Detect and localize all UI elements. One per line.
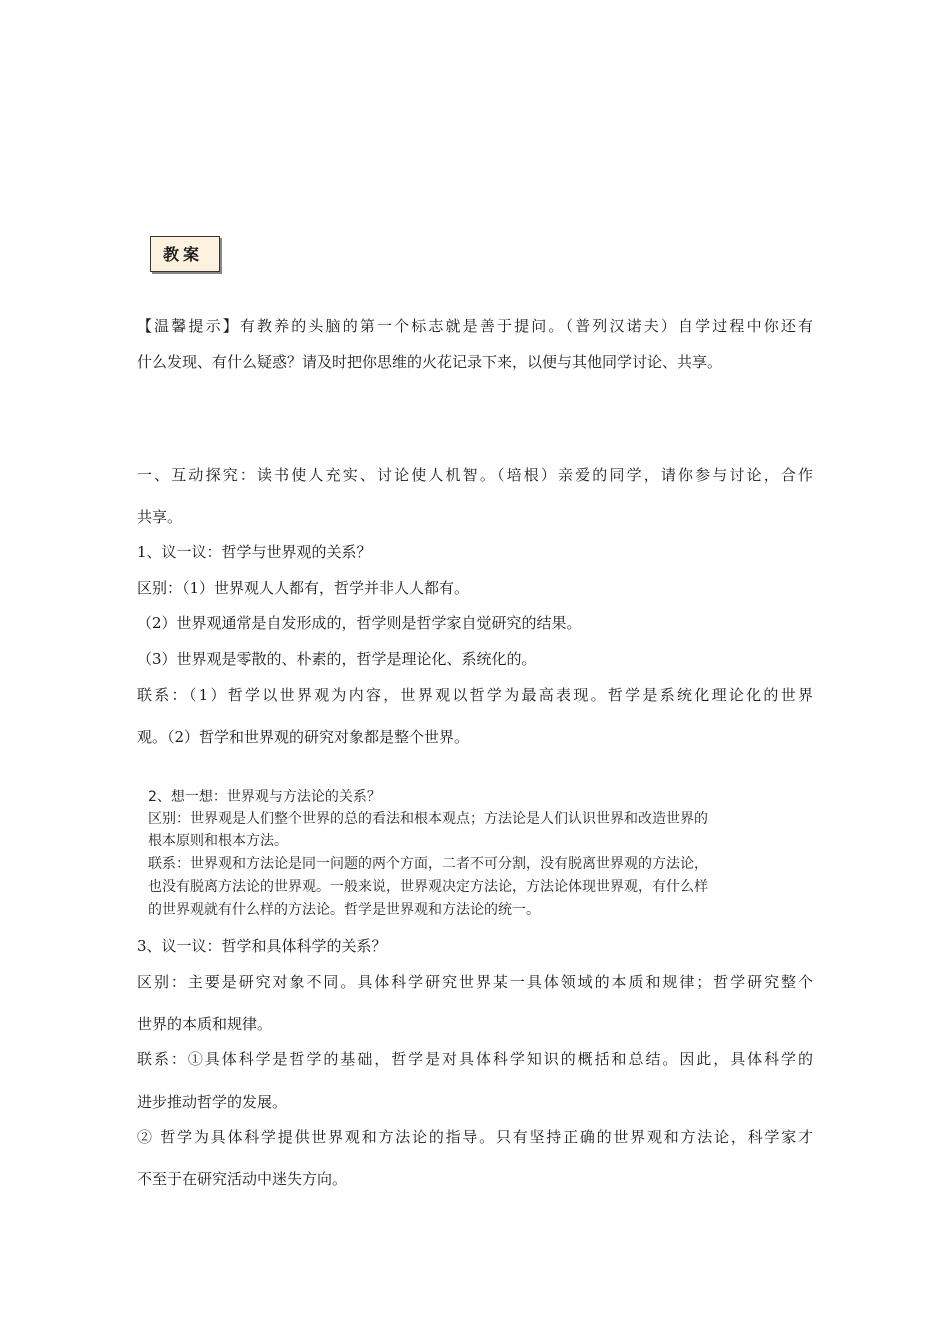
q1-difference-3: （3）世界观是零散的、朴素的，哲学是理论化、系统化的。 [137, 650, 537, 668]
q1-difference-1: 区别：（1）世界观人人都有，哲学并非人人都有。 [137, 579, 470, 597]
q2-difference-line-2: 根本原则和根本方法。 [148, 833, 288, 849]
q1-title: 1、议一议：哲学与世界观的关系？ [137, 543, 372, 561]
q2-difference-line-1: 区别：世界观是人们整个世界的总的看法和根本观点；方法论是人们认识世界和改造世界的 [148, 811, 708, 827]
q3-link1-line-2: 进步推动哲学的发展。 [137, 1093, 288, 1111]
q3-link2-line-1: ② 哲学为具体科学提供世界观和方法论的指导。只有坚持正确的世界观和方法论，科学家才 [137, 1128, 813, 1146]
q2-embedded-image [148, 784, 798, 924]
tip-line-1: 【温馨提示】有教养的头脑的第一个标志就是善于提问。（普列汉诺夫）自学过程中你还有 [137, 317, 813, 335]
section-heading-line-1: 一、互动探究：读书使人充实、讨论使人机智。（培根）亲爱的同学，请你参与讨论，合作 [137, 466, 813, 484]
q2-link-line-1: 联系：世界观和方法论是同一问题的两个方面，二者不可分割，没有脱离世界观的方法论， [148, 856, 708, 872]
q3-difference-line-2: 世界的本质和规律。 [137, 1015, 273, 1033]
lesson-plan-title-box: 教案 [150, 236, 220, 272]
q2-title: 2、想一想：世界观与方法论的关系？ [148, 789, 381, 805]
q3-difference-line-1: 区别：主要是研究对象不同。具体科学研究世界某一具体领域的本质和规律；哲学研究整个 [137, 973, 813, 991]
q3-link2-line-2: 不至于在研究活动中迷失方向。 [137, 1170, 348, 1188]
tip-line-2: 什么发现、有什么疑惑？请及时把你思维的火花记录下来，以便与其他同学讨论、共享。 [137, 353, 723, 371]
q2-link-line-2: 也没有脱离方法论的世界观。一般来说，世界观决定方法论，方法论体现世界观，有什么样 [148, 879, 708, 895]
q2-link-line-3: 的世界观就有什么样的方法论。哲学是世界观和方法论的统一。 [148, 902, 540, 918]
q1-difference-2: （2）世界观通常是自发形成的，哲学则是哲学家自觉研究的结果。 [137, 614, 582, 632]
q3-title: 3、议一议：哲学和具体科学的关系？ [137, 937, 387, 955]
q1-link-line-1: 联系：（1）哲学以世界观为内容，世界观以哲学为最高表现。哲学是系统化理论化的世界 [137, 686, 813, 704]
q1-link-line-2: 观。（2）哲学和世界观的研究对象都是整个世界。 [137, 728, 470, 746]
q3-link1-line-1: 联系：①具体科学是哲学的基础，哲学是对具体科学知识的概括和总结。因此，具体科学的 [137, 1050, 813, 1068]
section-heading-line-2: 共享。 [137, 508, 183, 526]
